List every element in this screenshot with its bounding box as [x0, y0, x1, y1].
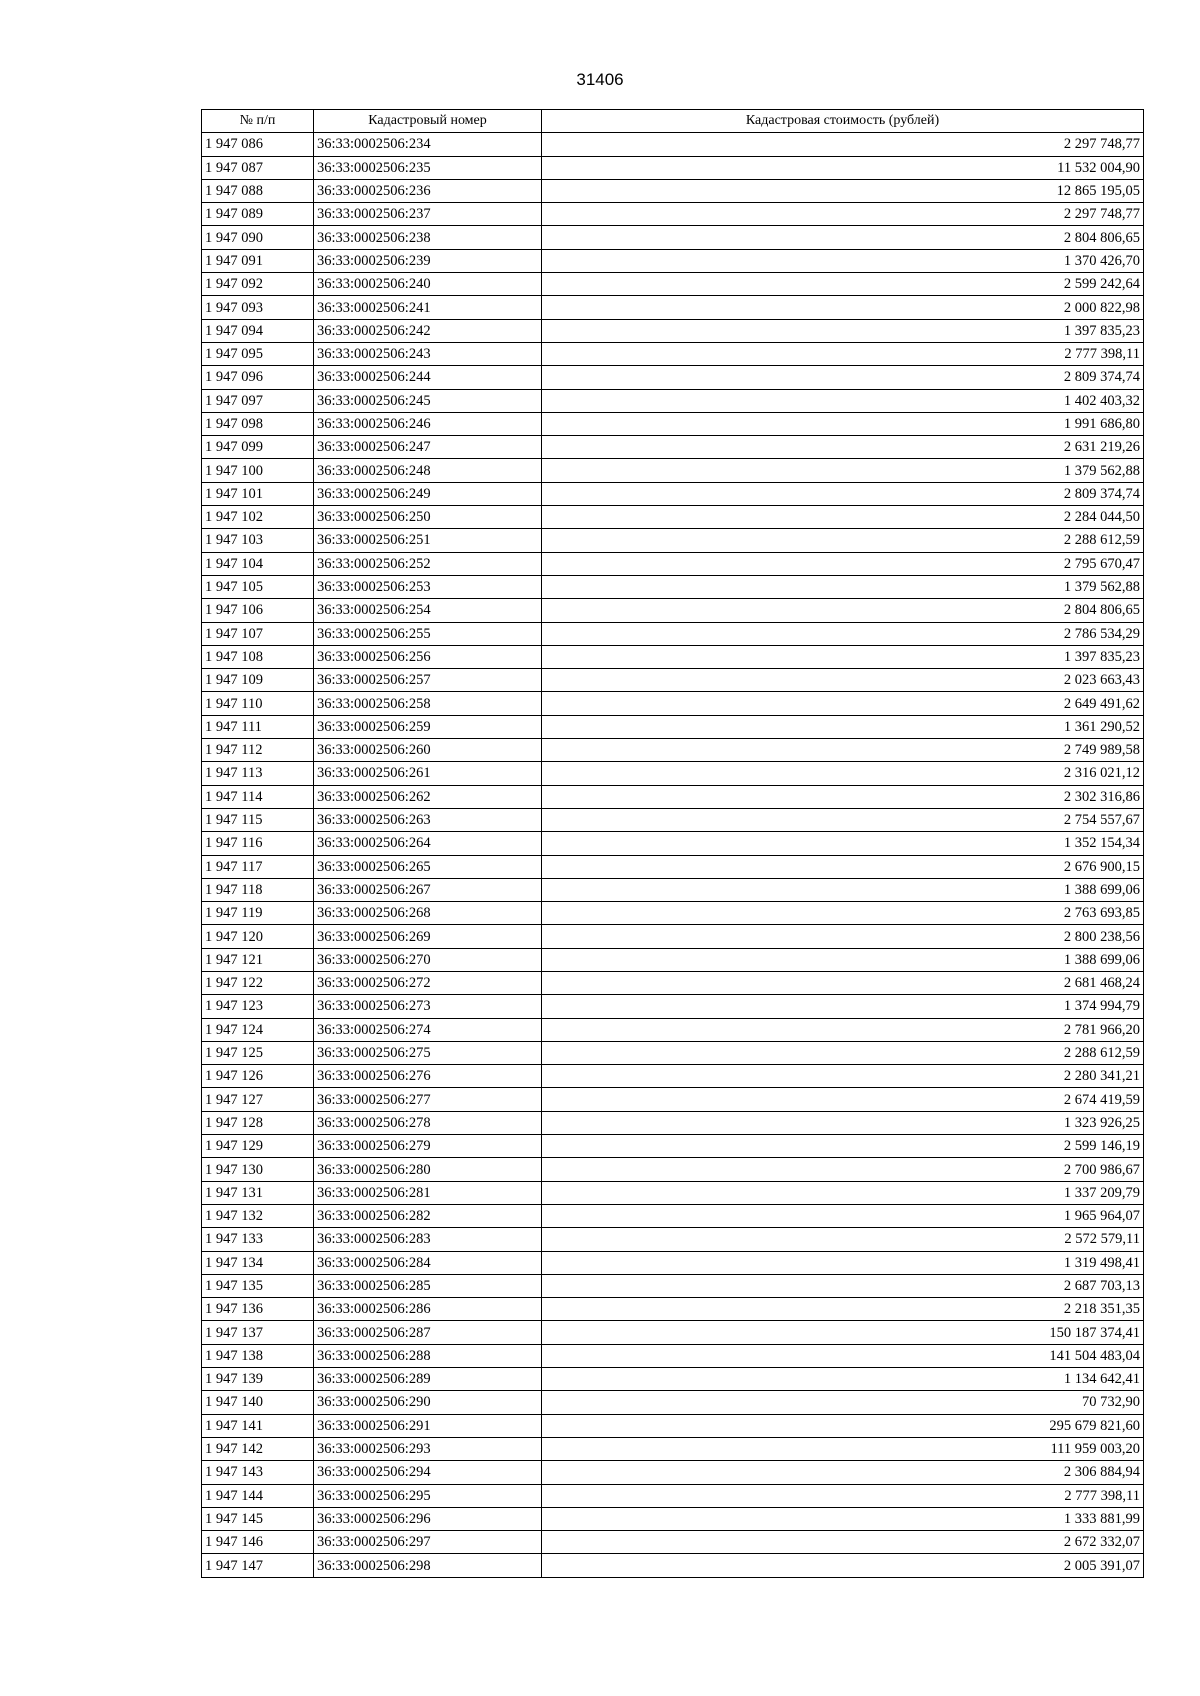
row-number-cell: 1 947 105 — [202, 575, 314, 598]
cadastral-value-cell: 2 599 242,64 — [542, 273, 1144, 296]
cadastral-value-cell: 1 397 835,23 — [542, 319, 1144, 342]
row-number-cell: 1 947 122 — [202, 971, 314, 994]
cadastral-value-cell: 141 504 483,04 — [542, 1344, 1144, 1367]
table-row — [202, 1554, 1144, 1577]
header-row — [202, 110, 1144, 133]
cadastral-number-cell: 36:33:0002506:267 — [314, 878, 542, 901]
cadastral-number-cell: 36:33:0002506:261 — [314, 762, 542, 785]
cadastral-value-cell: 70 732,90 — [542, 1391, 1144, 1414]
row-number-cell: 1 947 144 — [202, 1484, 314, 1507]
cadastral-value-cell: 1 361 290,52 — [542, 715, 1144, 738]
cadastral-number-cell: 36:33:0002506:257 — [314, 669, 542, 692]
table-row — [202, 1251, 1144, 1274]
cadastral-value-cell: 2 005 391,07 — [542, 1554, 1144, 1577]
cadastral-number-cell: 36:33:0002506:285 — [314, 1274, 542, 1297]
cadastral-number-cell: 36:33:0002506:287 — [314, 1321, 542, 1344]
cadastral-number-cell: 36:33:0002506:234 — [314, 133, 542, 156]
cadastral-value-table — [201, 109, 1144, 1578]
row-number-cell: 1 947 128 — [202, 1111, 314, 1134]
table-row — [202, 412, 1144, 435]
row-number-cell: 1 947 089 — [202, 203, 314, 226]
cadastral-number-cell: 36:33:0002506:250 — [314, 506, 542, 529]
row-number-cell: 1 947 097 — [202, 389, 314, 412]
table-row — [202, 1274, 1144, 1297]
row-number-cell: 1 947 143 — [202, 1461, 314, 1484]
table-row — [202, 785, 1144, 808]
row-number-cell: 1 947 106 — [202, 599, 314, 622]
column-header-number: № п/п — [202, 110, 314, 133]
cadastral-number-cell: 36:33:0002506:236 — [314, 179, 542, 202]
row-number-cell: 1 947 091 — [202, 249, 314, 272]
table-row — [202, 832, 1144, 855]
table-row — [202, 1181, 1144, 1204]
row-number-cell: 1 947 147 — [202, 1554, 314, 1577]
row-number-cell: 1 947 119 — [202, 902, 314, 925]
cadastral-number-cell: 36:33:0002506:272 — [314, 971, 542, 994]
cadastral-value-cell: 2 809 374,74 — [542, 366, 1144, 389]
cadastral-number-cell: 36:33:0002506:293 — [314, 1437, 542, 1460]
cadastral-number-cell: 36:33:0002506:243 — [314, 342, 542, 365]
table-row — [202, 1437, 1144, 1460]
row-number-cell: 1 947 141 — [202, 1414, 314, 1437]
row-number-cell: 1 947 086 — [202, 133, 314, 156]
cadastral-number-cell: 36:33:0002506:237 — [314, 203, 542, 226]
cadastral-value-cell: 2 297 748,77 — [542, 133, 1144, 156]
cadastral-number-cell: 36:33:0002506:279 — [314, 1135, 542, 1158]
table-row — [202, 622, 1144, 645]
cadastral-number-cell: 36:33:0002506:252 — [314, 552, 542, 575]
table-row — [202, 762, 1144, 785]
cadastral-value-cell: 2 000 822,98 — [542, 296, 1144, 319]
table-row — [202, 1158, 1144, 1181]
cadastral-value-cell: 2 781 966,20 — [542, 1018, 1144, 1041]
table-row — [202, 156, 1144, 179]
cadastral-value-cell: 1 319 498,41 — [542, 1251, 1144, 1274]
cadastral-value-cell: 1 991 686,80 — [542, 412, 1144, 435]
cadastral-number-cell: 36:33:0002506:268 — [314, 902, 542, 925]
cadastral-value-cell: 1 333 881,99 — [542, 1507, 1144, 1530]
table-row — [202, 459, 1144, 482]
cadastral-number-cell: 36:33:0002506:244 — [314, 366, 542, 389]
cadastral-number-cell: 36:33:0002506:270 — [314, 948, 542, 971]
cadastral-number-cell: 36:33:0002506:245 — [314, 389, 542, 412]
table-row — [202, 878, 1144, 901]
cadastral-number-cell: 36:33:0002506:238 — [314, 226, 542, 249]
cadastral-value-cell: 2 676 900,15 — [542, 855, 1144, 878]
row-number-cell: 1 947 142 — [202, 1437, 314, 1460]
cadastral-value-cell: 2 681 468,24 — [542, 971, 1144, 994]
table-row — [202, 1391, 1144, 1414]
row-number-cell: 1 947 130 — [202, 1158, 314, 1181]
row-number-cell: 1 947 125 — [202, 1041, 314, 1064]
row-number-cell: 1 947 109 — [202, 669, 314, 692]
table-row — [202, 552, 1144, 575]
cadastral-number-cell: 36:33:0002506:247 — [314, 436, 542, 459]
cadastral-number-cell: 36:33:0002506:273 — [314, 995, 542, 1018]
table-row — [202, 1344, 1144, 1367]
table-row — [202, 902, 1144, 925]
cadastral-number-cell: 36:33:0002506:235 — [314, 156, 542, 179]
cadastral-value-cell: 11 532 004,90 — [542, 156, 1144, 179]
cadastral-value-cell: 2 218 351,35 — [542, 1298, 1144, 1321]
table-row — [202, 203, 1144, 226]
table-row — [202, 1461, 1144, 1484]
row-number-cell: 1 947 108 — [202, 645, 314, 668]
cadastral-number-cell: 36:33:0002506:288 — [314, 1344, 542, 1367]
row-number-cell: 1 947 116 — [202, 832, 314, 855]
row-number-cell: 1 947 136 — [202, 1298, 314, 1321]
table-row — [202, 133, 1144, 156]
row-number-cell: 1 947 139 — [202, 1368, 314, 1391]
row-number-cell: 1 947 111 — [202, 715, 314, 738]
cadastral-value-cell: 2 316 021,12 — [542, 762, 1144, 785]
row-number-cell: 1 947 095 — [202, 342, 314, 365]
column-header-cadastral-value: Кадастровая стоимость (рублей) — [542, 110, 1144, 133]
table-row — [202, 296, 1144, 319]
cadastral-value-cell: 2 804 806,65 — [542, 599, 1144, 622]
cadastral-number-cell: 36:33:0002506:240 — [314, 273, 542, 296]
cadastral-value-cell: 2 280 341,21 — [542, 1065, 1144, 1088]
cadastral-number-cell: 36:33:0002506:262 — [314, 785, 542, 808]
table-row — [202, 366, 1144, 389]
row-number-cell: 1 947 107 — [202, 622, 314, 645]
cadastral-value-cell: 2 809 374,74 — [542, 482, 1144, 505]
table-row — [202, 948, 1144, 971]
cadastral-number-cell: 36:33:0002506:274 — [314, 1018, 542, 1041]
cadastral-value-cell: 2 306 884,94 — [542, 1461, 1144, 1484]
cadastral-value-cell: 2 795 670,47 — [542, 552, 1144, 575]
cadastral-number-cell: 36:33:0002506:256 — [314, 645, 542, 668]
cadastral-value-cell: 12 865 195,05 — [542, 179, 1144, 202]
cadastral-number-cell: 36:33:0002506:276 — [314, 1065, 542, 1088]
table-row — [202, 1135, 1144, 1158]
cadastral-value-cell: 2 777 398,11 — [542, 342, 1144, 365]
cadastral-value-cell: 2 599 146,19 — [542, 1135, 1144, 1158]
table-row — [202, 1484, 1144, 1507]
cadastral-value-cell: 2 674 419,59 — [542, 1088, 1144, 1111]
cadastral-value-cell: 2 631 219,26 — [542, 436, 1144, 459]
table-row — [202, 319, 1144, 342]
cadastral-number-cell: 36:33:0002506:253 — [314, 575, 542, 598]
table-row — [202, 645, 1144, 668]
row-number-cell: 1 947 096 — [202, 366, 314, 389]
row-number-cell: 1 947 115 — [202, 808, 314, 831]
table-row — [202, 1065, 1144, 1088]
table-row — [202, 692, 1144, 715]
cadastral-value-cell: 2 023 663,43 — [542, 669, 1144, 692]
cadastral-value-cell: 1 374 994,79 — [542, 995, 1144, 1018]
table-row — [202, 389, 1144, 412]
cadastral-value-cell: 2 297 748,77 — [542, 203, 1144, 226]
cadastral-number-cell: 36:33:0002506:291 — [314, 1414, 542, 1437]
cadastral-number-cell: 36:33:0002506:278 — [314, 1111, 542, 1134]
table-row — [202, 739, 1144, 762]
row-number-cell: 1 947 145 — [202, 1507, 314, 1530]
cadastral-number-cell: 36:33:0002506:280 — [314, 1158, 542, 1181]
row-number-cell: 1 947 118 — [202, 878, 314, 901]
cadastral-number-cell: 36:33:0002506:248 — [314, 459, 542, 482]
row-number-cell: 1 947 127 — [202, 1088, 314, 1111]
cadastral-value-cell: 2 777 398,11 — [542, 1484, 1144, 1507]
table-row — [202, 1041, 1144, 1064]
page-number: 31406 — [576, 70, 624, 89]
cadastral-value-cell: 2 672 332,07 — [542, 1531, 1144, 1554]
table-row — [202, 715, 1144, 738]
cadastral-value-cell: 2 649 491,62 — [542, 692, 1144, 715]
table-row — [202, 179, 1144, 202]
table-row — [202, 1228, 1144, 1251]
row-number-cell: 1 947 137 — [202, 1321, 314, 1344]
cadastral-number-cell: 36:33:0002506:294 — [314, 1461, 542, 1484]
cadastral-value-cell: 2 749 989,58 — [542, 739, 1144, 762]
cadastral-number-cell: 36:33:0002506:296 — [314, 1507, 542, 1530]
cadastral-value-cell: 1 352 154,34 — [542, 832, 1144, 855]
cadastral-value-cell: 2 804 806,65 — [542, 226, 1144, 249]
cadastral-value-cell: 1 323 926,25 — [542, 1111, 1144, 1134]
row-number-cell: 1 947 098 — [202, 412, 314, 435]
cadastral-value-cell: 1 402 403,32 — [542, 389, 1144, 412]
table-row — [202, 599, 1144, 622]
cadastral-value-cell: 2 800 238,56 — [542, 925, 1144, 948]
row-number-cell: 1 947 126 — [202, 1065, 314, 1088]
table-row — [202, 436, 1144, 459]
table-row — [202, 482, 1144, 505]
cadastral-number-cell: 36:33:0002506:295 — [314, 1484, 542, 1507]
row-number-cell: 1 947 131 — [202, 1181, 314, 1204]
cadastral-number-cell: 36:33:0002506:289 — [314, 1368, 542, 1391]
cadastral-value-cell: 2 786 534,29 — [542, 622, 1144, 645]
cadastral-number-cell: 36:33:0002506:259 — [314, 715, 542, 738]
table-row — [202, 1204, 1144, 1227]
row-number-cell: 1 947 100 — [202, 459, 314, 482]
cadastral-number-cell: 36:33:0002506:284 — [314, 1251, 542, 1274]
row-number-cell: 1 947 129 — [202, 1135, 314, 1158]
cadastral-value-cell: 2 700 986,67 — [542, 1158, 1144, 1181]
cadastral-value-cell: 2 302 316,86 — [542, 785, 1144, 808]
cadastral-number-cell: 36:33:0002506:249 — [314, 482, 542, 505]
table-row — [202, 855, 1144, 878]
cadastral-number-cell: 36:33:0002506:242 — [314, 319, 542, 342]
row-number-cell: 1 947 093 — [202, 296, 314, 319]
cadastral-value-cell: 150 187 374,41 — [542, 1321, 1144, 1344]
cadastral-number-cell: 36:33:0002506:277 — [314, 1088, 542, 1111]
cadastral-value-cell: 111 959 003,20 — [542, 1437, 1144, 1460]
cadastral-number-cell: 36:33:0002506:246 — [314, 412, 542, 435]
row-number-cell: 1 947 117 — [202, 855, 314, 878]
cadastral-value-cell: 295 679 821,60 — [542, 1414, 1144, 1437]
cadastral-number-cell: 36:33:0002506:265 — [314, 855, 542, 878]
table-row — [202, 1321, 1144, 1344]
table-row — [202, 1018, 1144, 1041]
row-number-cell: 1 947 138 — [202, 1344, 314, 1367]
row-number-cell: 1 947 094 — [202, 319, 314, 342]
cadastral-number-cell: 36:33:0002506:258 — [314, 692, 542, 715]
row-number-cell: 1 947 087 — [202, 156, 314, 179]
cadastral-value-cell: 1 370 426,70 — [542, 249, 1144, 272]
table-row — [202, 529, 1144, 552]
row-number-cell: 1 947 121 — [202, 948, 314, 971]
cadastral-value-cell: 2 284 044,50 — [542, 506, 1144, 529]
row-number-cell: 1 947 101 — [202, 482, 314, 505]
cadastral-number-cell: 36:33:0002506:297 — [314, 1531, 542, 1554]
cadastral-value-cell: 1 379 562,88 — [542, 459, 1144, 482]
cadastral-value-cell: 1 134 642,41 — [542, 1368, 1144, 1391]
cadastral-number-cell: 36:33:0002506:255 — [314, 622, 542, 645]
row-number-cell: 1 947 113 — [202, 762, 314, 785]
cadastral-number-cell: 36:33:0002506:251 — [314, 529, 542, 552]
row-number-cell: 1 947 104 — [202, 552, 314, 575]
cadastral-number-cell: 36:33:0002506:281 — [314, 1181, 542, 1204]
table-row — [202, 1507, 1144, 1530]
table-body — [202, 133, 1144, 1577]
table-row — [202, 1111, 1144, 1134]
cadastral-value-cell: 2 687 703,13 — [542, 1274, 1144, 1297]
row-number-cell: 1 947 133 — [202, 1228, 314, 1251]
cadastral-value-cell: 2 754 557,67 — [542, 808, 1144, 831]
table-row — [202, 273, 1144, 296]
row-number-cell: 1 947 146 — [202, 1531, 314, 1554]
table-row — [202, 226, 1144, 249]
row-number-cell: 1 947 099 — [202, 436, 314, 459]
table-row — [202, 1414, 1144, 1437]
table-row — [202, 1531, 1144, 1554]
cadastral-value-cell: 1 337 209,79 — [542, 1181, 1144, 1204]
cadastral-value-cell: 2 288 612,59 — [542, 1041, 1144, 1064]
cadastral-number-cell: 36:33:0002506:239 — [314, 249, 542, 272]
row-number-cell: 1 947 088 — [202, 179, 314, 202]
column-header-cadastral-number: Кадастровый номер — [314, 110, 542, 133]
row-number-cell: 1 947 112 — [202, 739, 314, 762]
table-row — [202, 808, 1144, 831]
cadastral-value-cell: 1 388 699,06 — [542, 948, 1144, 971]
cadastral-number-cell: 36:33:0002506:254 — [314, 599, 542, 622]
cadastral-number-cell: 36:33:0002506:283 — [314, 1228, 542, 1251]
row-number-cell: 1 947 124 — [202, 1018, 314, 1041]
cadastral-number-cell: 36:33:0002506:275 — [314, 1041, 542, 1064]
table-row — [202, 575, 1144, 598]
table-row — [202, 1298, 1144, 1321]
row-number-cell: 1 947 135 — [202, 1274, 314, 1297]
table-row — [202, 1368, 1144, 1391]
cadastral-number-cell: 36:33:0002506:260 — [314, 739, 542, 762]
cadastral-number-cell: 36:33:0002506:269 — [314, 925, 542, 948]
row-number-cell: 1 947 102 — [202, 506, 314, 529]
row-number-cell: 1 947 092 — [202, 273, 314, 296]
cadastral-number-cell: 36:33:0002506:241 — [314, 296, 542, 319]
table-row — [202, 249, 1144, 272]
row-number-cell: 1 947 132 — [202, 1204, 314, 1227]
table-row — [202, 1088, 1144, 1111]
row-number-cell: 1 947 103 — [202, 529, 314, 552]
row-number-cell: 1 947 090 — [202, 226, 314, 249]
table-row — [202, 669, 1144, 692]
cadastral-value-cell: 1 965 964,07 — [542, 1204, 1144, 1227]
cadastral-number-cell: 36:33:0002506:298 — [314, 1554, 542, 1577]
cadastral-number-cell: 36:33:0002506:290 — [314, 1391, 542, 1414]
cadastral-value-cell: 1 388 699,06 — [542, 878, 1144, 901]
cadastral-value-cell: 2 572 579,11 — [542, 1228, 1144, 1251]
table-header — [202, 110, 1144, 133]
table-row — [202, 506, 1144, 529]
row-number-cell: 1 947 110 — [202, 692, 314, 715]
cadastral-number-cell: 36:33:0002506:264 — [314, 832, 542, 855]
row-number-cell: 1 947 120 — [202, 925, 314, 948]
table-row — [202, 995, 1144, 1018]
cadastral-number-cell: 36:33:0002506:286 — [314, 1298, 542, 1321]
cadastral-number-cell: 36:33:0002506:282 — [314, 1204, 542, 1227]
cadastral-value-cell: 1 397 835,23 — [542, 645, 1144, 668]
cadastral-value-cell: 2 763 693,85 — [542, 902, 1144, 925]
cadastral-value-cell: 2 288 612,59 — [542, 529, 1144, 552]
row-number-cell: 1 947 134 — [202, 1251, 314, 1274]
row-number-cell: 1 947 114 — [202, 785, 314, 808]
table-row — [202, 925, 1144, 948]
cadastral-value-cell: 1 379 562,88 — [542, 575, 1144, 598]
table-row — [202, 342, 1144, 365]
table-row — [202, 971, 1144, 994]
cadastral-number-cell: 36:33:0002506:263 — [314, 808, 542, 831]
row-number-cell: 1 947 123 — [202, 995, 314, 1018]
row-number-cell: 1 947 140 — [202, 1391, 314, 1414]
